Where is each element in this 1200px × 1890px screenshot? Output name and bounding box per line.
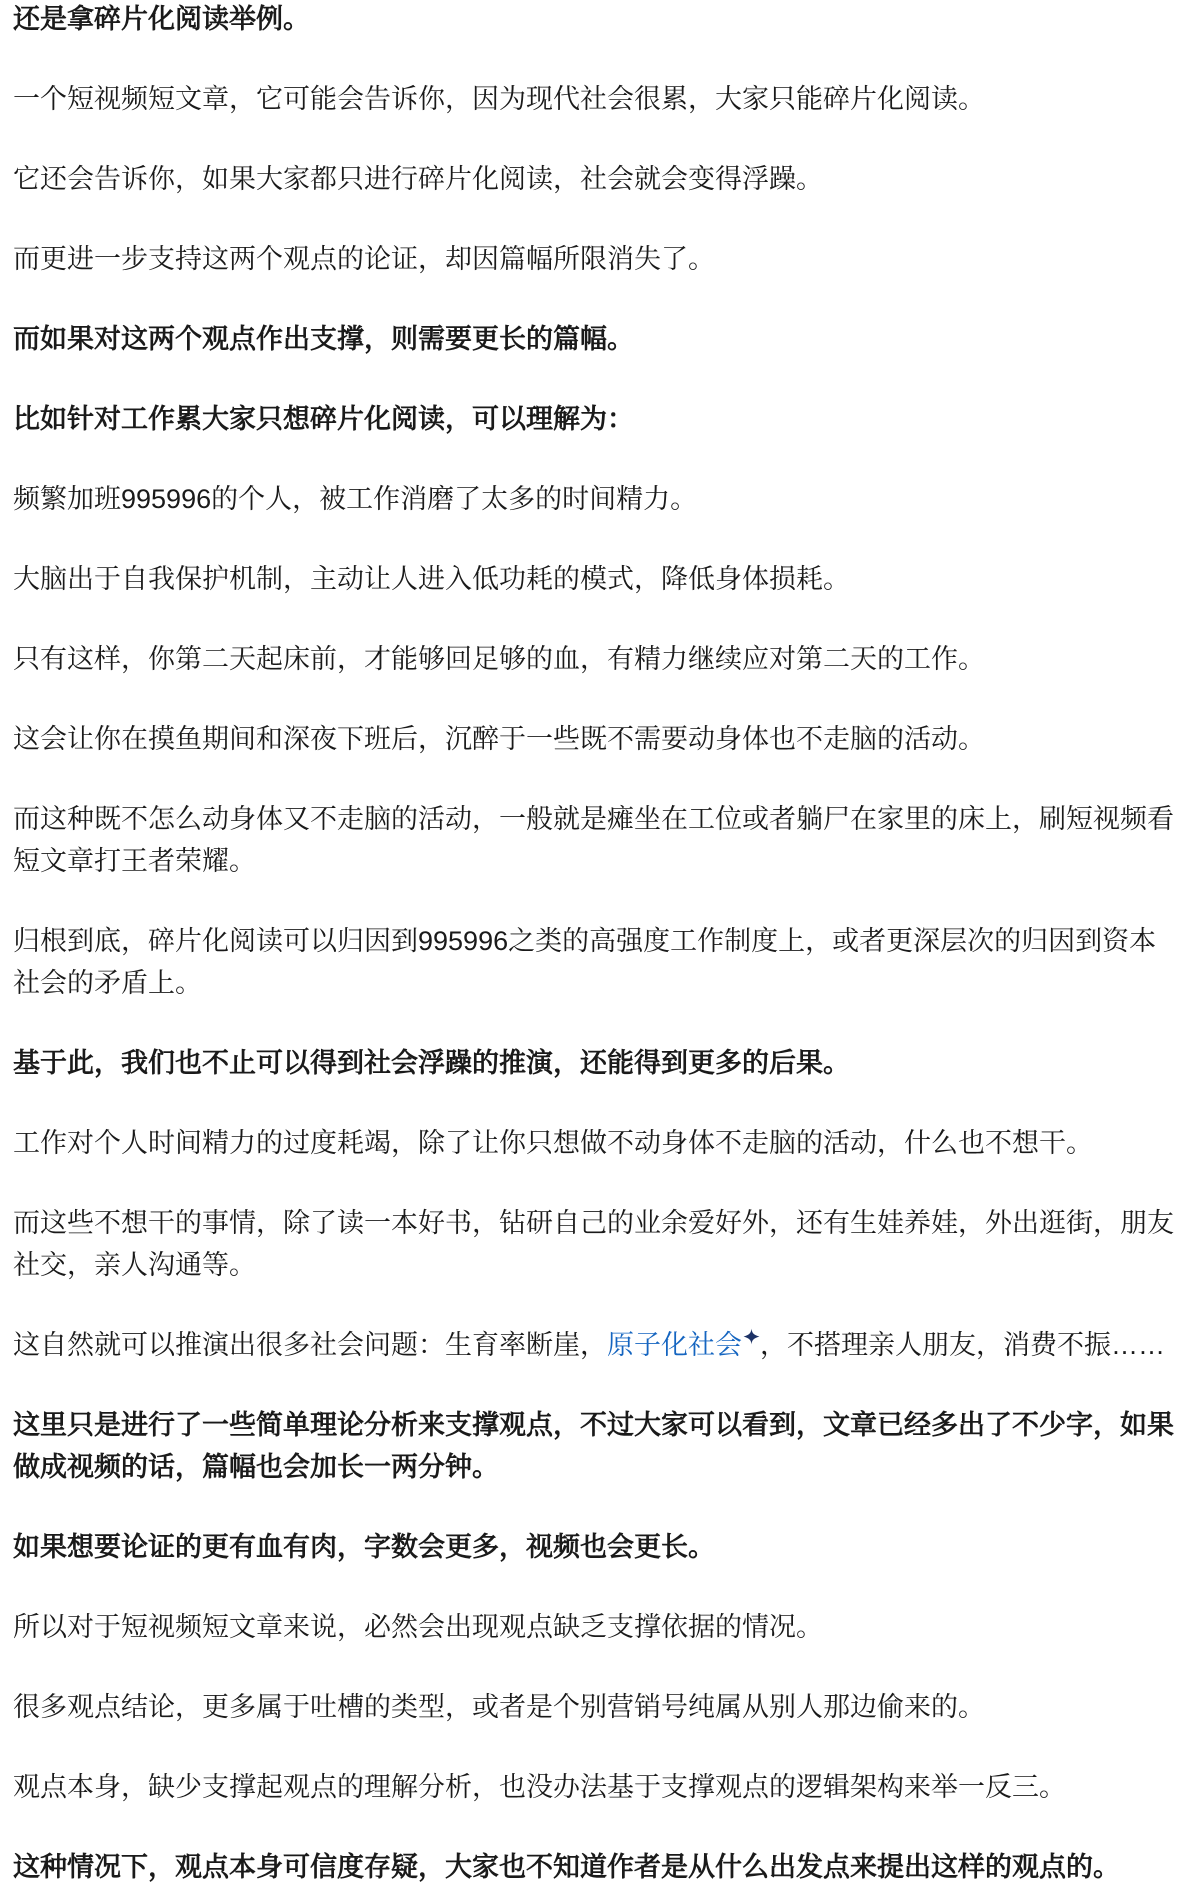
paragraph: 所以对于短视频短文章来说，必然会出现观点缺乏支撑依据的情况。	[13, 1612, 823, 1642]
paragraph: 大脑出于自我保护机制，主动让人进入低功耗的模式，降低身体损耗。	[13, 564, 850, 594]
paragraph: 这种情况下，观点本身可信度存疑，大家也不知道作者是从什么出发点来提出这样的观点的。	[13, 1852, 1120, 1882]
paragraph-text: ，不搭理亲人朋友，消费不振……	[760, 1330, 1165, 1360]
paragraph: 而这些不想干的事情，除了读一本好书，钻研自己的业余爱好外，还有生娃养娃，外出逛街，朋友社交，亲人沟通等。	[13, 1208, 1174, 1280]
paragraph: 观点本身，缺少支撑起观点的理解分析，也没办法基于支撑观点的逻辑架构来举一反三。	[13, 1772, 1066, 1802]
paragraph: 这里只是进行了一些简单理论分析来支撑观点，不过大家可以看到，文章已经多出了不少字，如果做成视频的话，篇幅也会加长一两分钟。	[13, 1410, 1174, 1482]
paragraph: 而如果对这两个观点作出支撑，则需要更长的篇幅。	[13, 324, 634, 354]
paragraph: 归根到底，碎片化阅读可以归因到995996之类的高强度工作制度上，或者更深层次的归因到资本社会的矛盾上。	[13, 926, 1157, 998]
paragraph: 而更进一步支持这两个观点的论证，却因篇幅所限消失了。	[13, 244, 715, 274]
paragraph: 频繁加班995996的个人，被工作消磨了太多的时间精力。	[13, 484, 698, 514]
paragraph: 只有这样，你第二天起床前，才能够回足够的血，有精力继续应对第二天的工作。	[13, 644, 985, 674]
paragraph: 很多观点结论，更多属于吐槽的类型，或者是个别营销号纯属从别人那边偷来的。	[13, 1692, 985, 1722]
paragraph: 一个短视频短文章，它可能会告诉你，因为现代社会很累，大家只能碎片化阅读。	[13, 84, 985, 114]
sparkle-star-icon[interactable]	[743, 1328, 760, 1345]
paragraph: 这会让你在摸鱼期间和深夜下班后，沉醉于一些既不需要动身体也不走脑的活动。	[13, 724, 985, 754]
paragraph: 而这种既不怎么动身体又不走脑的活动，一般就是瘫坐在工位或者躺尸在家里的床上，刷短视频看短文章打王者荣耀。	[13, 804, 1174, 876]
paragraph: 如果想要论证的更有血有肉，字数会更多，视频也会更长。	[13, 1532, 715, 1562]
paragraph: 比如针对工作累大家只想碎片化阅读，可以理解为：	[13, 404, 634, 434]
paragraph-with-link	[13, 1324, 1178, 1366]
link-text[interactable]: 原子化社会	[607, 1330, 742, 1360]
article-body	[13, 0, 1178, 1888]
paragraph: 工作对个人时间精力的过度耗竭，除了让你只想做不动身体不走脑的活动，什么也不想干。	[13, 1128, 1093, 1158]
atomized-society-link[interactable]	[607, 1330, 760, 1360]
paragraph-text: 这自然就可以推演出很多社会问题：生育率断崖，	[13, 1330, 607, 1360]
paragraph: 它还会告诉你，如果大家都只进行碎片化阅读，社会就会变得浮躁。	[13, 164, 823, 194]
paragraph: 基于此，我们也不止可以得到社会浮躁的推演，还能得到更多的后果。	[13, 1048, 850, 1078]
paragraph: 还是拿碎片化阅读举例。	[13, 4, 310, 34]
